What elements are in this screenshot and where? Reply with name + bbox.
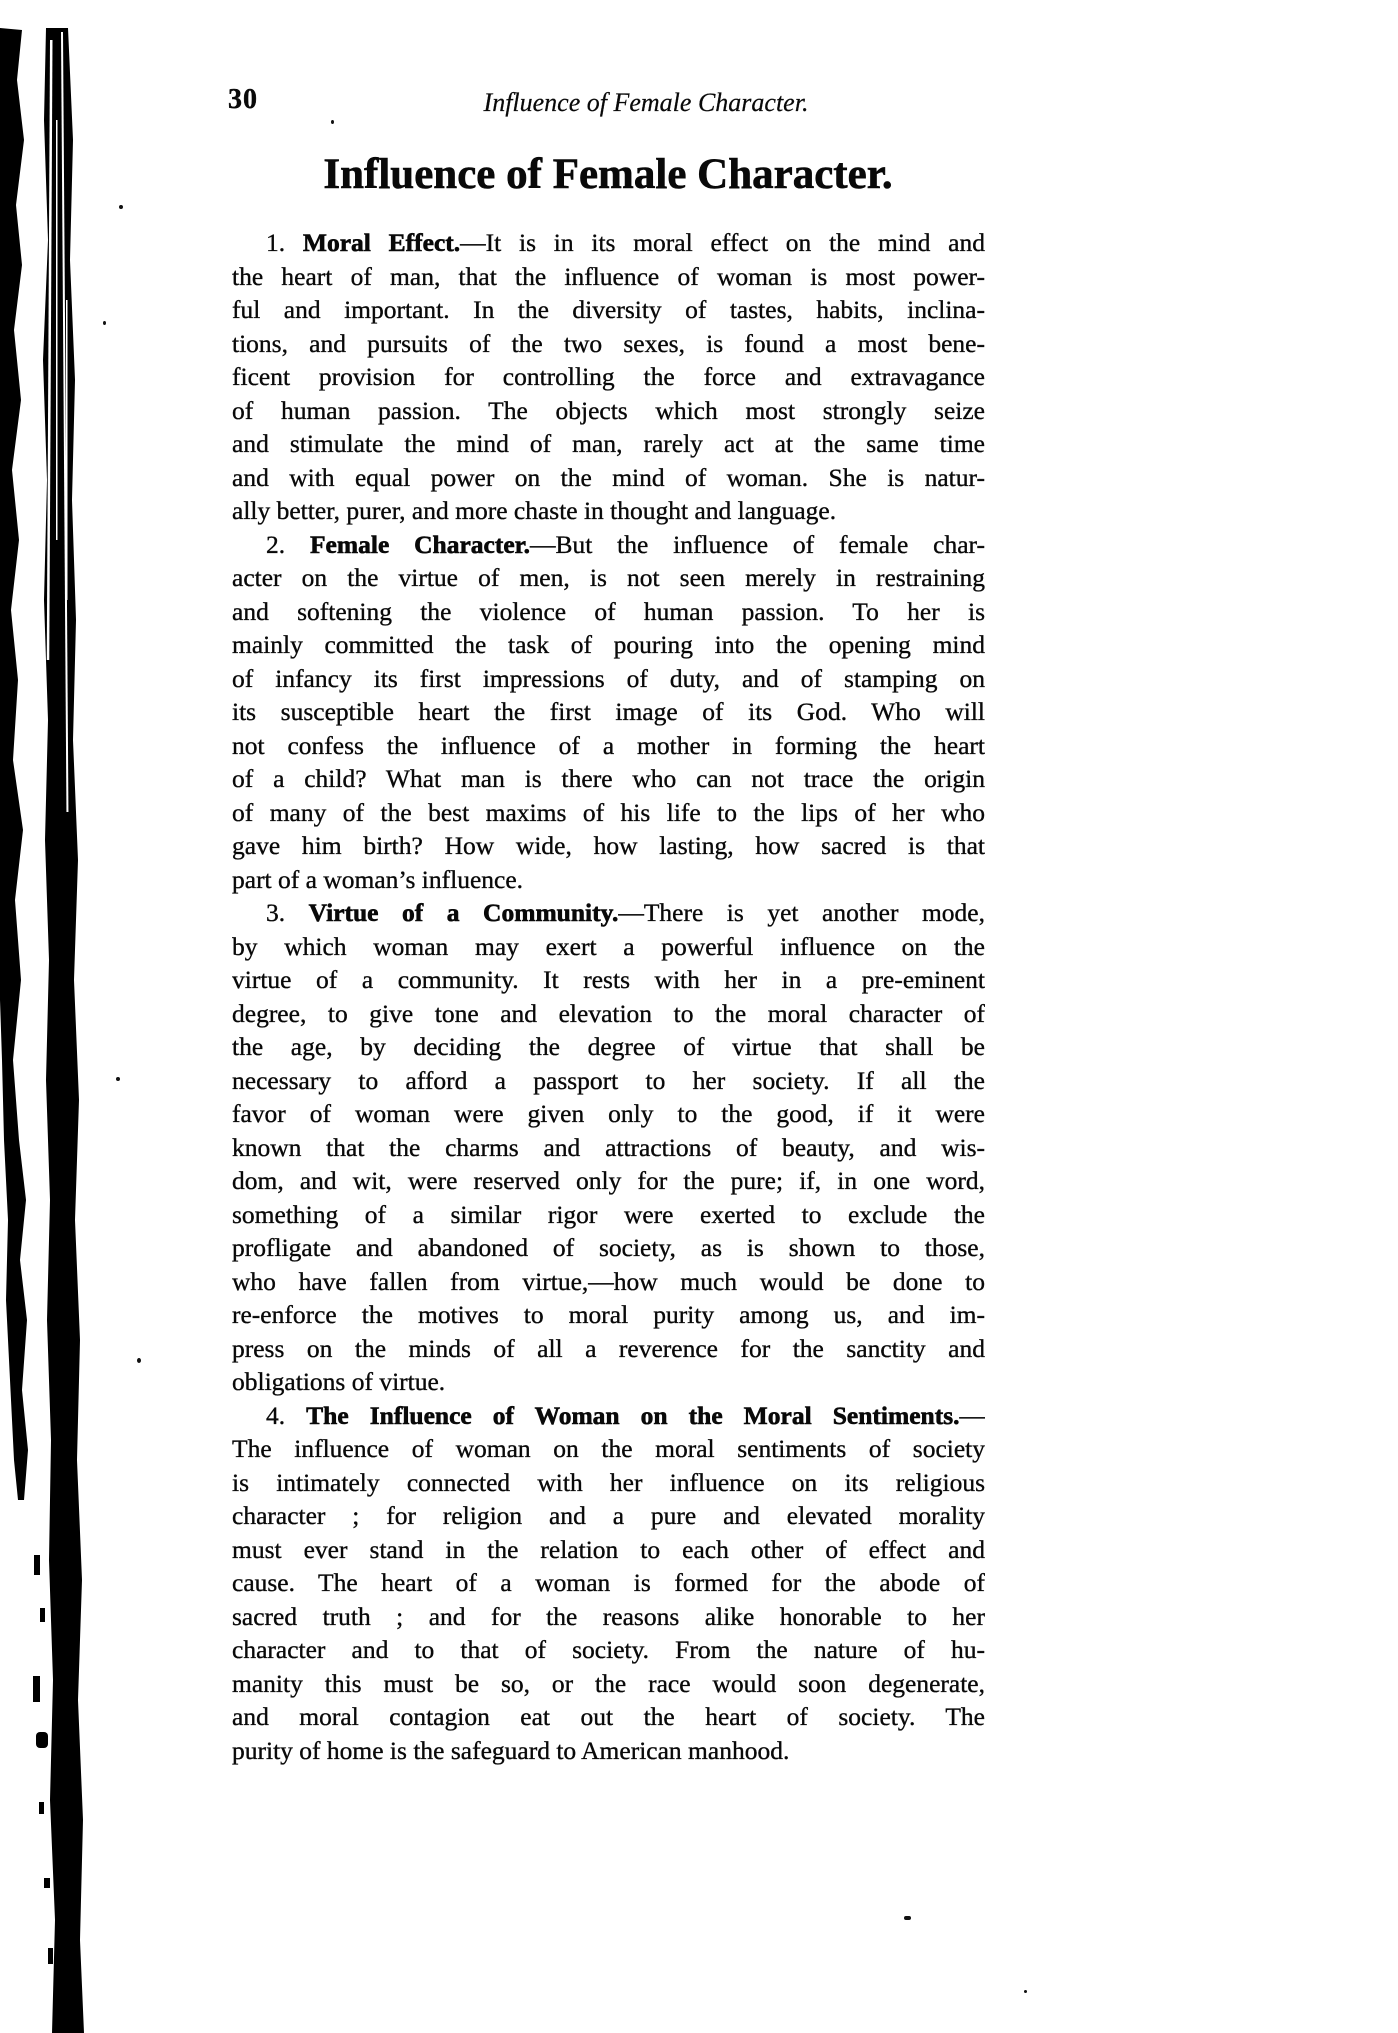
paragraph-heading: Moral Effect. [302, 228, 461, 257]
paragraph-1-moral-effect [232, 226, 985, 528]
text-line: character and to that of society. From the nature of hu- [232, 1635, 985, 1664]
paragraph-number: 2. [266, 529, 286, 559]
text-line: dom, and wit, were reserved only for the pure; if, in one word, [232, 1166, 985, 1195]
text-line: character ; for religion and a pure and elevated morality [232, 1501, 985, 1530]
text-line: its susceptible heart the first image of its God. Who will [232, 697, 985, 726]
scan-speck [331, 120, 334, 124]
text-line: of human passion. The objects which most strongly seize [232, 395, 985, 425]
text-line: The influence of woman on the moral sentiments of society [232, 1434, 985, 1463]
paragraph-text: —But the influence of female char- [530, 529, 985, 559]
text-line: must ever stand in the relation to each other of effect and [232, 1534, 985, 1564]
text-line: of many of the best maxims of his life to the lips of her who [232, 797, 985, 827]
text-line: something of a similar rigor were exerted to exclude the [232, 1199, 985, 1229]
paragraph-heading-line [232, 528, 985, 562]
paragraph-2-female-character [232, 528, 985, 897]
text-line: ful and important. In the diversity of tastes, habits, inclina- [232, 295, 985, 324]
text-line: of infancy its first impressions of duty, and of stamping on [232, 663, 985, 693]
scan-speck [1024, 1990, 1027, 1993]
text-line: tions, and pursuits of the two sexes, is found a most bene- [232, 328, 985, 358]
body-text [232, 226, 985, 1767]
text-line: not confess the influence of a mother in forming the heart [232, 730, 985, 760]
text-line: ally better, purer, and more chaste in thought and language. [232, 496, 837, 525]
text-line: and softening the violence of human passion. To her is [232, 596, 985, 626]
text-line: the heart of man, that the influence of woman is most power- [232, 261, 985, 291]
text-line: mainly committed the task of pouring into the opening mind [232, 630, 985, 659]
scan-speck [137, 1358, 141, 1363]
text-line: of a child? What man is there who can not trace the origin [232, 764, 985, 793]
text-line: who have fallen from virtue,—how much would be done to [232, 1266, 985, 1296]
text-line: obligations of virtue. [232, 1367, 446, 1396]
text-line: acter on the virtue of men, is not seen merely in restraining [232, 563, 985, 592]
text-line: ficent provision for controlling the force and extravagance [232, 362, 985, 391]
text-line: gave him birth? How wide, how lasting, how sacred is that [232, 831, 985, 860]
paragraph-number: 3. [266, 898, 286, 927]
paragraph-4-influence-on-moral-sentiments [232, 1399, 985, 1768]
paragraph-heading: The Influence of Woman on the Moral Sentiments. [306, 1400, 960, 1430]
text-line: cause. The heart of a woman is formed for the abode of [232, 1568, 985, 1597]
scan-speck [103, 321, 106, 325]
paragraph-heading-line [232, 1399, 985, 1433]
text-line: profligate and abandoned of society, as is shown to those, [232, 1233, 985, 1262]
page-title: Influence of Female Character. [323, 151, 893, 198]
paragraph-text: —It is in its moral effect on the mind and [460, 228, 985, 257]
paragraph-heading: Female Character. [309, 529, 530, 559]
text-line: and moral contagion eat out the heart of society. The [232, 1702, 985, 1731]
text-line: is intimately connected with her influence on its religious [232, 1467, 985, 1497]
text-line: by which woman may exert a powerful influence on the [232, 931, 985, 961]
text-line: sacred truth ; and for the reasons alike honorable to her [232, 1601, 985, 1631]
running-header: Influence of Female Character. [483, 88, 809, 117]
scan-speck [904, 1916, 911, 1920]
paragraph-3-virtue-of-a-community [232, 896, 985, 1399]
text-line: known that the charms and attractions of beauty, and wis- [232, 1132, 985, 1162]
paragraph-text: — [959, 1400, 985, 1430]
text-line: manity this must be so, or the race would soon degenerate, [232, 1668, 985, 1698]
text-line: and with equal power on the mind of woman. She is natur- [232, 462, 985, 492]
text-line: degree, to give tone and elevation to the moral character of [232, 998, 985, 1028]
text-line: purity of home is the safeguard to American manhood. [232, 1735, 790, 1765]
text-line: and stimulate the mind of man, rarely act at the same time [232, 429, 985, 458]
paragraph-heading: Virtue of a Community. [308, 898, 619, 927]
paragraph-lines [232, 561, 985, 863]
paragraph-lines [232, 260, 985, 495]
paragraph-heading-line [232, 226, 985, 260]
text-line: press on the minds of all a reverence for the sanctity and [232, 1333, 985, 1363]
text-line: virtue of a community. It rests with her in a pre-eminent [232, 965, 985, 994]
paragraph-lines [232, 1432, 985, 1734]
page-number: 30 [228, 84, 258, 115]
scan-speck [119, 205, 123, 209]
paragraph-heading-line [232, 896, 985, 930]
paragraph-number: 4. [266, 1400, 286, 1430]
text-line: necessary to afford a passport to her society. If all the [232, 1065, 985, 1095]
text-line: the age, by deciding the degree of virtue that shall be [232, 1032, 985, 1061]
text-line: favor of woman were given only to the good, if it were [232, 1099, 985, 1128]
scan-speck [116, 1077, 120, 1081]
paragraph-number: 1. [266, 228, 286, 257]
paragraph-text: —There is yet another mode, [618, 898, 985, 927]
text-line: part of a woman’s influence. [232, 864, 524, 894]
paragraph-lines [232, 930, 985, 1366]
text-line: re-enforce the motives to moral purity among us, and im- [232, 1300, 985, 1329]
